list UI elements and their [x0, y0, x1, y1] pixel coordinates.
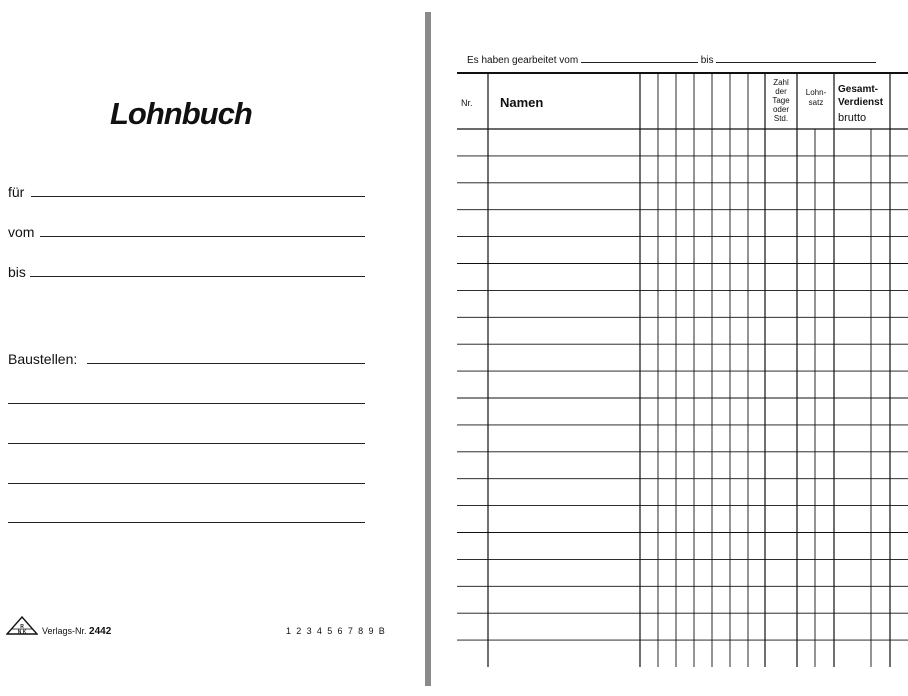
header-bis: bis: [700, 55, 714, 66]
field-label-fuer: für: [8, 184, 25, 200]
column-header-namen: Namen: [500, 95, 544, 110]
svg-text:R: R: [20, 624, 24, 630]
column-header-gesamt: [838, 83, 883, 109]
page-title: Lohnbuch: [110, 96, 252, 131]
header-prefix: Es haben gearbeitet vom: [467, 55, 579, 66]
field-label-baustellen: Baustellen:: [8, 351, 78, 367]
zahl-line: Std.: [773, 114, 789, 123]
gesamt-line: Verdienst: [838, 97, 884, 108]
column-header-zahl: [767, 78, 795, 123]
lohnsatz-line: Lohn-: [805, 88, 827, 97]
print-series: 1 2 3 4 5 6 7 8 9 B: [286, 626, 387, 636]
verlag-number: 2442: [89, 626, 112, 637]
zahl-line: Zahl: [773, 78, 789, 87]
zahl-line: der: [775, 87, 787, 96]
gesamt-line: Gesamt-: [838, 84, 879, 95]
column-header-brutto: brutto: [838, 112, 867, 124]
zahl-line: Tage: [772, 96, 790, 105]
field-label-bis: bis: [8, 264, 26, 280]
column-header-nr: Nr.: [461, 98, 473, 108]
svg-text:N K: N K: [17, 629, 27, 636]
column-header-lohnsatz: [799, 88, 833, 108]
zahl-line: oder: [772, 105, 789, 114]
verlag-label: Verlags-Nr.: [42, 626, 87, 636]
lohnsatz-line: satz: [808, 98, 824, 107]
field-label-vom: vom: [8, 224, 35, 240]
